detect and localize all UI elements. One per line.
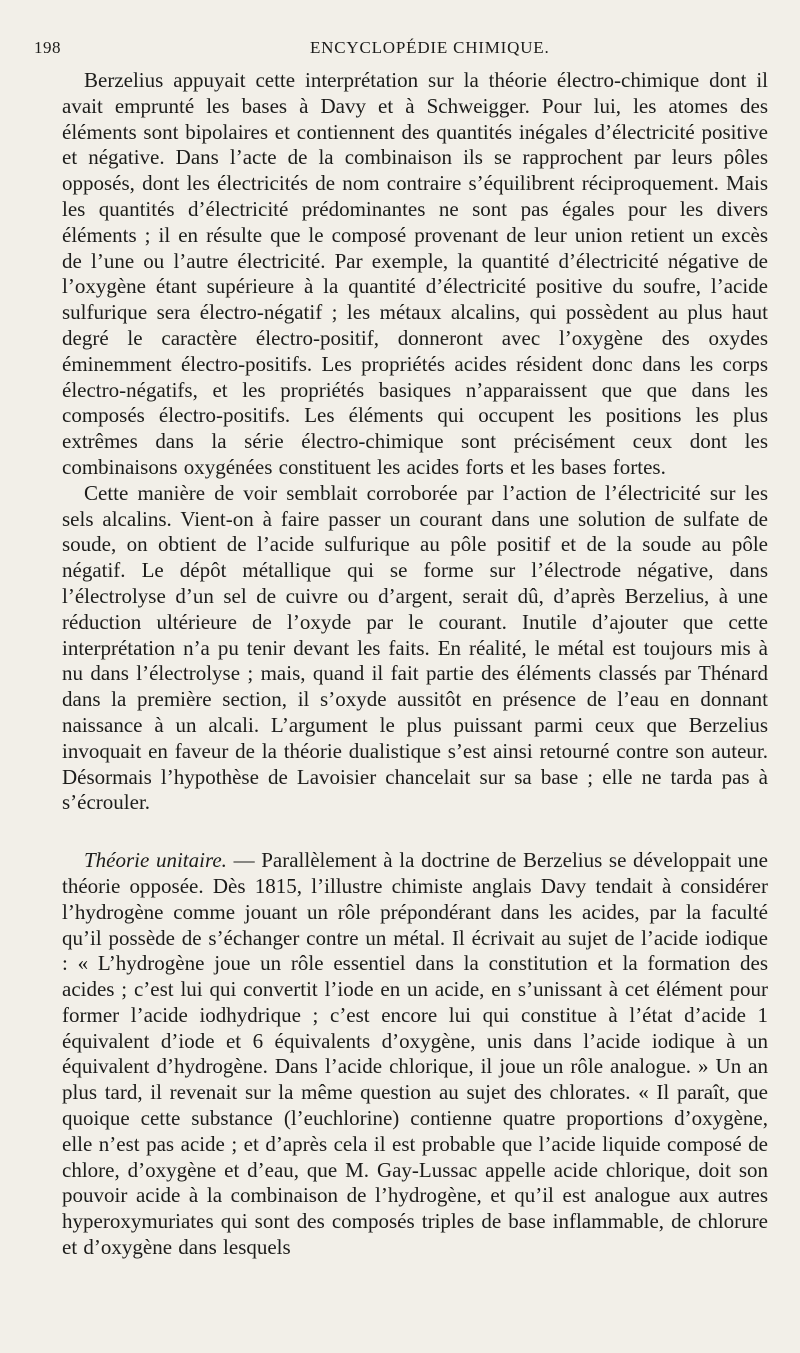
section-title: Théorie unitaire. <box>84 848 227 873</box>
paragraph-berzelius-theory: Berzelius appuyait cette interprétation sur la théorie électro-chimique dont il avait emprunté les bases à Davy et à Schweigger. Pour lui, les atomes des éléments sont bipolaires et contiennent des quantités inégales d’électricité positive et négative. Dans l’acte de la combinaison ils se rapprochent par leurs pôles opposés, dont les électricités de nom contraire s’équilibrent réciproquement. Mais les quantités d’électricité prédominantes ne sont pas égales pour les divers éléments ; il en résulte que le composé provenant de leur union retient un excès de l’une ou l’autre électricité. Par exemple, la quantité d’électricité négative de l’oxygène étant supérieure à la quantité d’électricité positive du soufre, l’acide sulfurique sera électro-négatif ; les métaux alcalins, qui possèdent au plus haut degré le caractère électro-positif, donneront avec l’oxygène des oxydes éminemment électro-positifs. Les propriétés acides résident donc dans les corps électro-négatifs, et les propriétés basiques n’apparaissent que que dans les composés électro-positifs. Les éléments qui occupent les positions les plus extrêmes dans la série électro-chimique sont précisément ceux dont les combinaisons oxygénées constituent les acides forts et les bases fortes. <box>62 68 768 479</box>
running-head <box>34 38 768 68</box>
body-text <box>62 68 768 1261</box>
running-title: ENCYCLOPÉDIE CHIMIQUE. <box>310 38 550 57</box>
page-number: 198 <box>34 38 61 57</box>
section-text: — Parallèlement à la doctrine de Berzelius se développait une théorie opposée. Dès 1815, l’illustre chimiste anglais Davy tendait à considérer l’hydrogène comme jouant un rôle prépondérant dans les acides, par la faculté qu’il possède de s’échanger contre un métal. Il écrivait au sujet de l’acide iodique : « L’hydrogène joue un rôle essentiel dans la constitution et la formation des acides ; c’est lui qui convertit l’iode en un acide, en s’unissant à cet élément pour former l’acide iodhydrique ; c’est encore lui qui constitue à l’état d’acide 1 équivalent d’iode et 6 équivalents d’oxygène, unis dans l’acide iodique à un équivalent d’hydrogène. Dans l’acide chlorique, il joue un rôle analogue. » Un an plus tard, il revenait sur la même question au sujet des chlorates. « Il paraît, que quoique cette substance (l’euchlorine) contienne quatre proportions d’oxygène, elle n’est pas acide ; et d’après cela il est probable que l’acide liquide composé de chlore, d’oxygène et d’eau, que M. Gay-Lussac appelle acide chlorique, doit son pouvoir acide à la combinaison de l’hydrogène, et qu’il est analogue aux autres hyperoxymuriates qui sont des composés triples de base inflammable, de chlorure et d’oxygène dans lesquels <box>62 848 768 1260</box>
paragraph-electrolysis: Cette manière de voir semblait corroborée par l’action de l’électricité sur les sels alcalins. Vient-on à faire passer un courant dans une solution de sulfate de soude, on obtient de l’acide sulfurique au pôle positif et de la soude au pôle négatif. Le dépôt métallique qui se forme sur l’électrode négative, dans l’électrolyse d’un sel de cuivre ou d’argent, serait dû, d’après Berzelius, à une réduction ultérieure de l’oxyde par le courant. Inutile d’ajouter que cette interprétation n’a pu tenir devant les faits. En réalité, le métal est toujours mis à nu dans l’électrolyse ; mais, quand il fait partie des éléments classés par Thénard dans la première section, il s’oxyde aussitôt en présence de l’eau en donnant naissance à un alcali. L’argument le plus puissant parmi ceux que Berzelius invoquait en faveur de la théorie dualistique s’est ainsi retourné contre son auteur. Désormais l’hypothèse de Lavoisier chancelait sur sa base ; elle ne tarda pas à s’écrouler. <box>62 480 768 815</box>
section-paragraph <box>62 848 768 1261</box>
